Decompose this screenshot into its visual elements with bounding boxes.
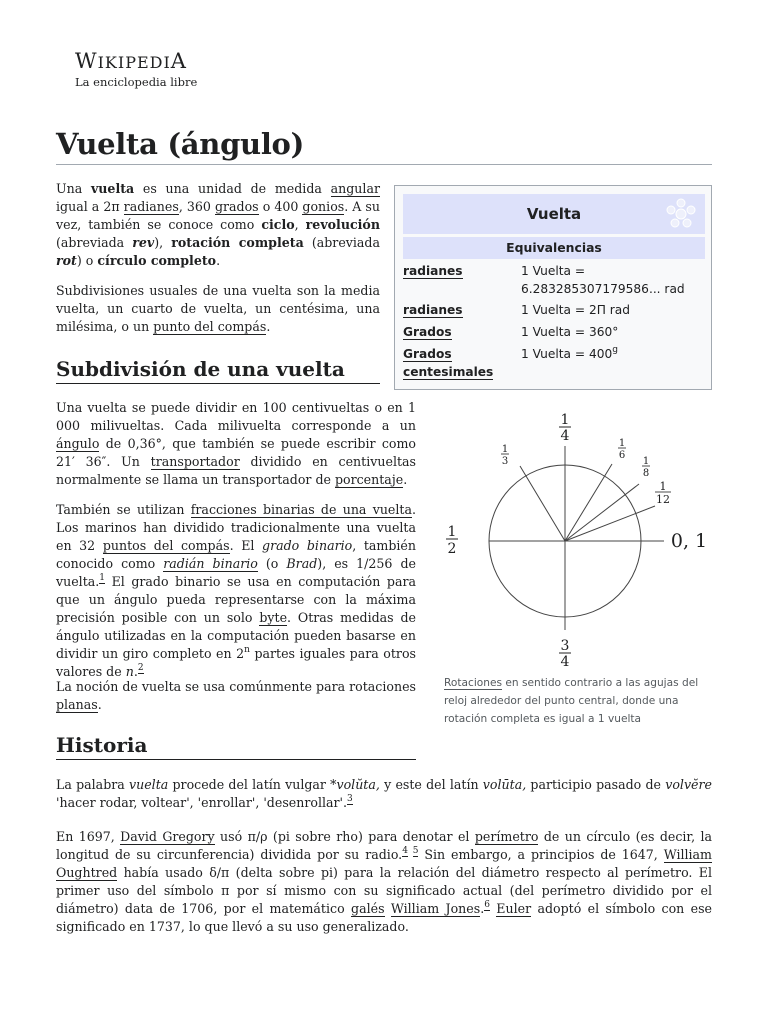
subdivision-paragraph-2: También se utilizan fracciones binarias de una vuelta. Los marinos han dividido tradicionalmente una vuelta en 32 puntos del compás. El grado binario, también conocido como radián binario (o Brad), es 1/256 de vuelta.$^1$ El grado binario se usa en computación para que un ángulo pueda representarse con la máxima precisión posible con un solo byte. Otras medidas de ángulo utilizadas en la computación pueden basarse en dividir un giro completo en 2$^n$ partes iguales para otros valores de n.$^2$ — [56, 502, 416, 679]
ray-one-third — [520, 466, 565, 541]
ray-one-eighth — [565, 484, 639, 541]
turn-fractions-diagram[interactable] — [442, 404, 712, 674]
link-punto-del-compas[interactable]: punto del compás — [153, 319, 267, 334]
wikipedia-tagline: La enciclopedia libre — [75, 75, 198, 89]
label-sixth-num: 1 — [618, 438, 626, 449]
label-half-den: 2 — [447, 541, 457, 557]
label-quarter-den: 4 — [560, 428, 570, 444]
link-puntos-del-compas[interactable]: puntos del compás — [102, 538, 230, 553]
link-david-gregory[interactable]: David Gregory — [120, 829, 215, 844]
reference-1[interactable]: 1 — [99, 573, 106, 583]
page-title: Vuelta (ángulo) — [56, 124, 712, 165]
link-william-oughtred[interactable]: William Oughtred — [56, 847, 713, 880]
label-zero-one: 0, 1 — [670, 530, 708, 552]
label-twelfth-num: 1 — [659, 480, 667, 493]
link-grados[interactable]: grados — [214, 199, 259, 214]
unit-symbol-icon — [665, 198, 697, 230]
reference-3[interactable]: 3 — [347, 794, 353, 804]
infobox-value: 1 Vuelta = 6.283285307179586... rad — [521, 264, 685, 296]
wikipedia-logo[interactable] — [75, 50, 197, 89]
link-euler[interactable]: Euler — [496, 901, 532, 916]
link-william-jones[interactable]: William Jones — [390, 901, 481, 916]
reference-2[interactable]: 2 — [137, 663, 144, 673]
link-planas[interactable]: planas — [56, 697, 98, 712]
infobox-key-link[interactable]: radianes — [403, 303, 463, 317]
link-perimetro[interactable]: perímetro — [474, 829, 539, 844]
infobox-value: 1 Vuelta = 2Π rad — [521, 303, 630, 317]
label-third-den: 3 — [501, 456, 509, 467]
infobox-value: 1 Vuelta = 360° — [521, 325, 619, 339]
intro-paragraph-1: Una vuelta es una unidad de medida angular igual a 2π radianes, 360 grados o 400 gonios. A su vez, también se conoce como ciclo, revolución (abreviada rev), rotación completa (abreviada rot) o círculo completo. — [56, 181, 381, 268]
reference-6[interactable]: 6 — [484, 900, 490, 910]
link-radianes[interactable]: radianes — [123, 199, 179, 214]
section-heading-historia: Historia — [56, 731, 416, 760]
historia-paragraph-1: La palabra vuelta procede del latín vulgar *volŭta, y este del latín volūta, participio pasado de volvĕre 'hacer rodar, voltear', 'enrollar', 'desenrollar'.$^3$ — [56, 777, 712, 810]
infobox — [394, 185, 712, 390]
intro-paragraph-2: Subdivisiones usuales de una vuelta son la media vuelta, un cuarto de vuelta, un centésima, una milésima, o un punto del compás. — [56, 283, 380, 334]
label-eighth-den: 8 — [642, 468, 650, 479]
label-eighth-num: 1 — [642, 456, 650, 467]
infobox-title: Vuelta — [403, 194, 705, 234]
link-gonios[interactable]: gonios — [302, 199, 345, 214]
reference-4[interactable]: 4 — [402, 846, 408, 856]
infobox-key-link[interactable]: Grados — [403, 325, 452, 339]
label-third-num: 1 — [501, 444, 509, 455]
link-transportador[interactable]: transportador — [150, 454, 240, 469]
infobox-value: 1 Vuelta = $400^g$ — [521, 345, 618, 361]
link-byte[interactable]: byte — [259, 610, 288, 625]
section-heading-subdivision: Subdivisión de una vuelta — [56, 355, 380, 384]
link-angular[interactable]: angular — [330, 181, 380, 196]
infobox-key-link[interactable]: Grados centesimales — [403, 347, 494, 379]
label-sixth-den: 6 — [618, 450, 626, 461]
subdivision-paragraph-3: La noción de vuelta se usa comúnmente para rotaciones planas. — [56, 679, 416, 712]
ray-one-sixth — [565, 464, 612, 541]
reference-5[interactable]: 5 — [412, 846, 419, 856]
historia-paragraph-2: En 1697, David Gregory usó π/ρ (pi sobre rho) para denotar el perímetro de un círculo (es decir, la longitud de su circunferencia) dividida por su radio.$^{4 5}$ Sin embargo, a principios de 1647, William Oughtred había usado δ/π (delta sobre pi) para la relación del diámetro respecto al perímetro. El primer uso del símbolo π por sí mismo con su significado actual (del perímetro dividido por el diámetro) data de 1706, por el matemático galés William Jones.$^6$ Euler adoptó el símbolo con ese significado en 1737, lo que llevó a su uso generalizado. — [56, 829, 713, 934]
figure-caption: Rotaciones en sentido contrario a las agujas del reloj alrededor del punto central, donde una rotación completa es igual a 1 vuelta — [444, 677, 699, 725]
wikipedia-wordmark: WIKIPEDIA — [75, 49, 187, 73]
infobox-section-header: Equivalencias — [403, 237, 705, 259]
label-three-quarters-den: 4 — [560, 654, 570, 670]
ray-one-twelfth — [565, 506, 655, 541]
link-rotaciones[interactable]: Rotaciones — [444, 677, 503, 689]
label-quarter-num: 1 — [560, 412, 570, 428]
label-twelfth-den: 12 — [656, 493, 670, 506]
link-gales[interactable]: galés — [351, 901, 385, 916]
link-angulo[interactable]: ángulo — [56, 436, 100, 451]
label-half-num: 1 — [447, 524, 457, 540]
label-three-quarters-num: 3 — [560, 638, 570, 654]
link-radian-binario[interactable]: radián binario — [163, 556, 258, 571]
link-porcentaje[interactable]: porcentaje — [334, 472, 404, 487]
subdivision-paragraph-1: Una vuelta se puede dividir en 100 centivueltas o en 1 000 milivueltas. Cada milivuelta corresponde a un ángulo de 0,36°, que también se puede escribir como 21′ 36″. Un transportador dividido en centivueltas normalmente se llama un transportador de porcentaje. — [56, 400, 416, 487]
link-fracciones-binarias[interactable]: fracciones binarias de una vuelta — [190, 502, 412, 517]
infobox-key-link[interactable]: radianes — [403, 264, 463, 278]
